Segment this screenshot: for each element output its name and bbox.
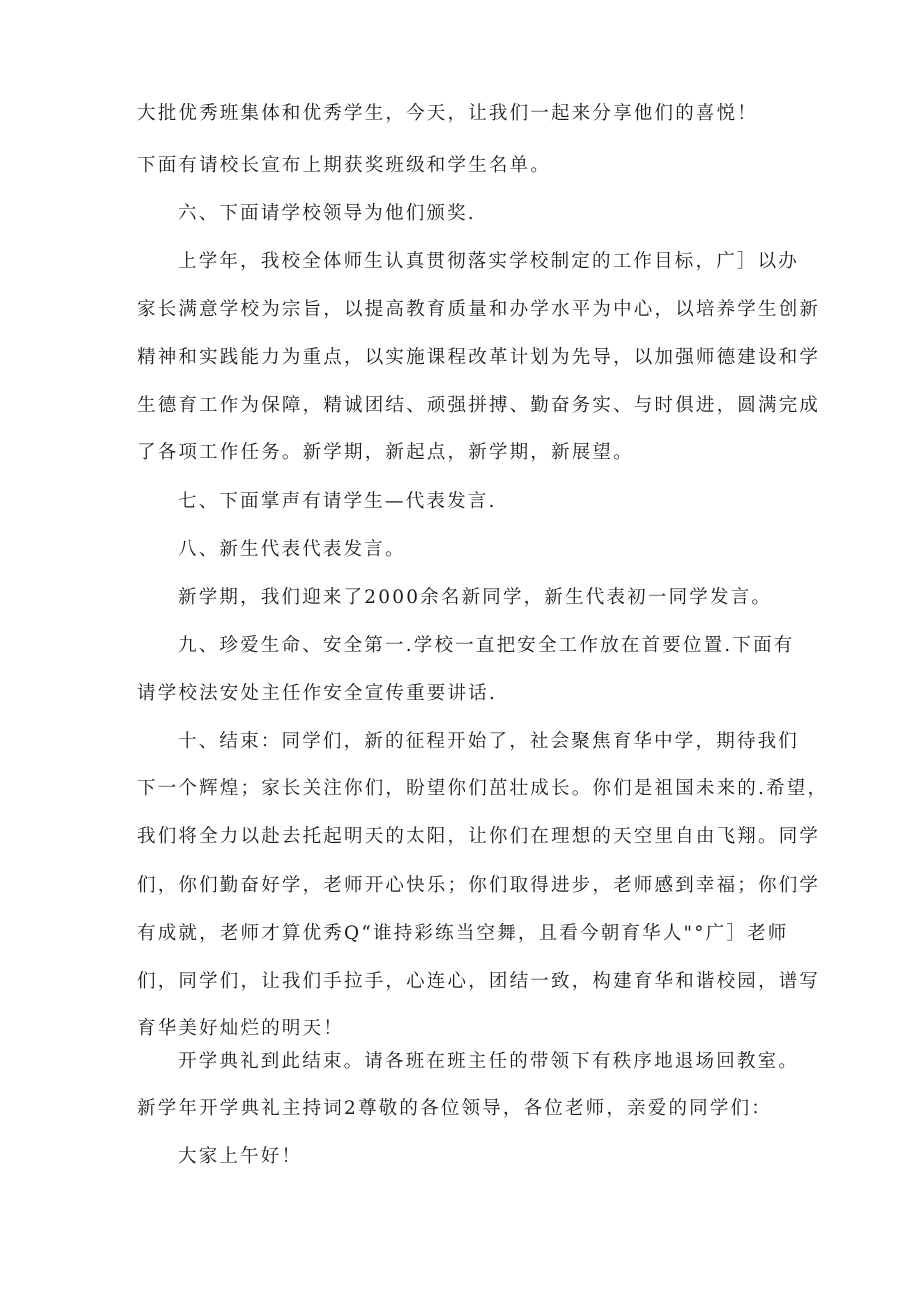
section-heading: 七、下面掌声有请学生—代表发言. — [178, 491, 497, 512]
section-heading: 九、珍爱生命、安全第一.学校一直把安全工作放在首要位置.下面有 — [178, 635, 795, 656]
text-line: 大家上午好！ — [178, 1146, 303, 1167]
section-heading: 六、下面请学校领导为他们颁奖. — [178, 203, 476, 224]
text-line: 我们将全力以赴去托起明天的太阳，让你们在理想的天空里自由飞翔。同学 — [137, 826, 821, 847]
text-line: 们，同学们，让我们手拉手，心连心，团结一致，构建育华和谐校园，谱写 — [137, 971, 821, 992]
text-line: 上学年，我校全体师生认真贯彻落实学校制定的工作目标，广］以办 — [178, 251, 800, 272]
text-line: 新学年开学典礼主持词2尊敬的各位领导，各位老师，亲爱的同学们： — [137, 1098, 772, 1119]
text-line: 请学校法安处主任作安全宣传重要讲话. — [137, 683, 497, 704]
text-line: 家长满意学校为宗旨，以提高教育质量和办学水平为中心，以培养学生创新 — [137, 299, 821, 320]
text-line: 开学典礼到此结束。请各班在班主任的带领下有秩序地退场回教室。 — [178, 1051, 800, 1072]
text-line: 精神和实践能力为重点，以实施课程改革计划为先导，以加强师德建设和学 — [137, 347, 821, 368]
text-line: 新学期，我们迎来了2000余名新同学，新生代表初一同学发言。 — [178, 587, 773, 608]
text-line: 下面有请校长宣布上期获奖班级和学生名单。 — [137, 155, 552, 176]
text-line: 有成就，老师才算优秀Q“谁持彩练当空舞，且看今朝育华人"°广］老师 — [137, 923, 789, 944]
text-line: 下一个辉煌；家长关注你们，盼望你们茁壮成长。你们是祖国未来的.希望， — [137, 778, 829, 799]
section-heading: 八、新生代表代表发言。 — [178, 539, 406, 560]
text-line: 育华美好灿烂的明天！ — [137, 1018, 345, 1039]
text-line: 生德育工作为保障，精诚团结、顽强拼搏、勤奋务实、与时俱进，圆满完成 — [137, 395, 821, 416]
text-line: 了各项工作任务。新学期，新起点，新学期，新展望。 — [137, 442, 634, 463]
text-line: 大批优秀班集体和优秀学生，今天，让我们一起来分享他们的喜悦！ — [137, 103, 759, 124]
text-line: 们，你们勤奋好学，老师开心快乐；你们取得进步，老师感到幸福；你们学 — [137, 875, 821, 896]
section-heading: 十、结束：同学们，新的征程开始了，社会聚焦育华中学，期待我们 — [178, 731, 800, 752]
